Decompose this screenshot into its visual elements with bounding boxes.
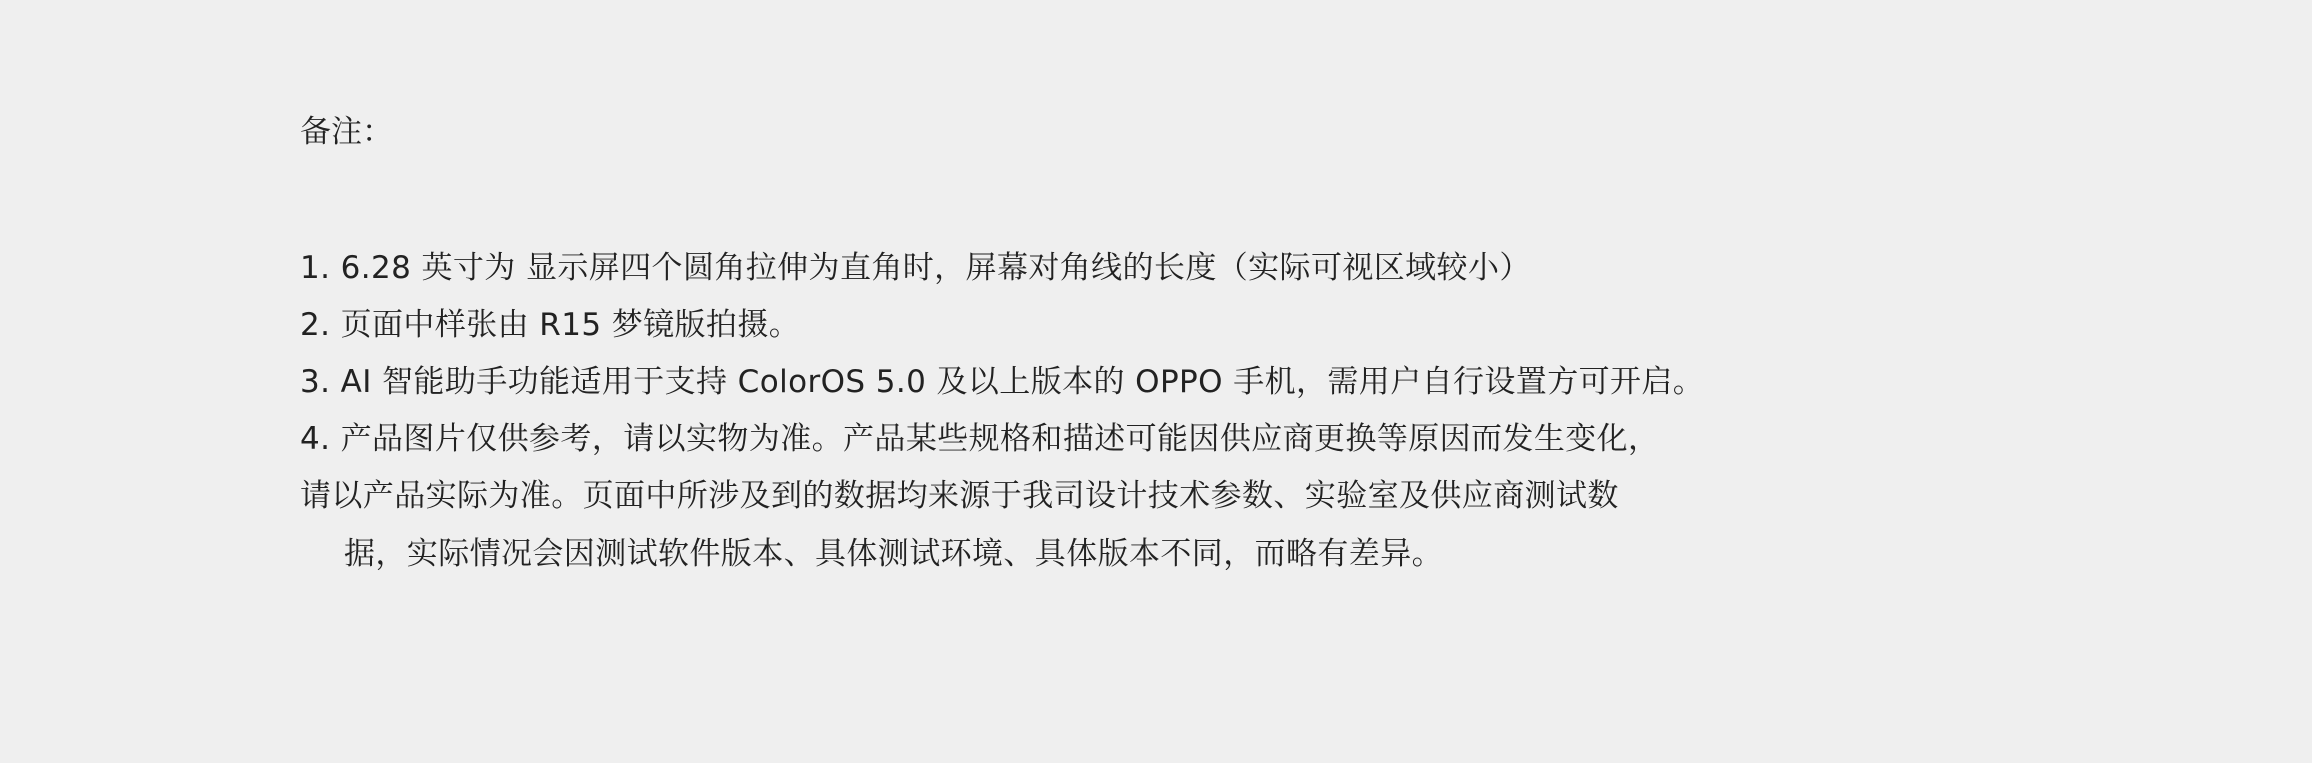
note-item-1: 1. 6.28 英寸为 显示屏四个圆角拉伸为直角时，屏幕对角线的长度（实际可视区域较小）	[300, 250, 1531, 286]
note-item-4-line-2: 请以产品实际为准。页面中所涉及到的数据均来源于我司设计技术参数、实验室及供应商测试数	[300, 478, 1619, 514]
note-item-2: 2. 页面中样张由 R15 梦镜版拍摄。	[300, 307, 801, 343]
notes-title: 备注：	[300, 114, 393, 150]
note-item-3: 3. AI 智能助手功能适用于支持 ColorOS 5.0 及以上版本的 OPPO 手机，需用户自行设置方可开启。	[300, 364, 1705, 400]
note-item-4-line-3: 据，实际情况会因测试软件版本、具体测试环境、具体版本不同，而略有差异。	[344, 536, 1443, 572]
note-item-4-line-1: 4. 产品图片仅供参考，请以实物为准。产品某些规格和描述可能因供应商更换等原因而发生变化，	[300, 421, 1660, 457]
